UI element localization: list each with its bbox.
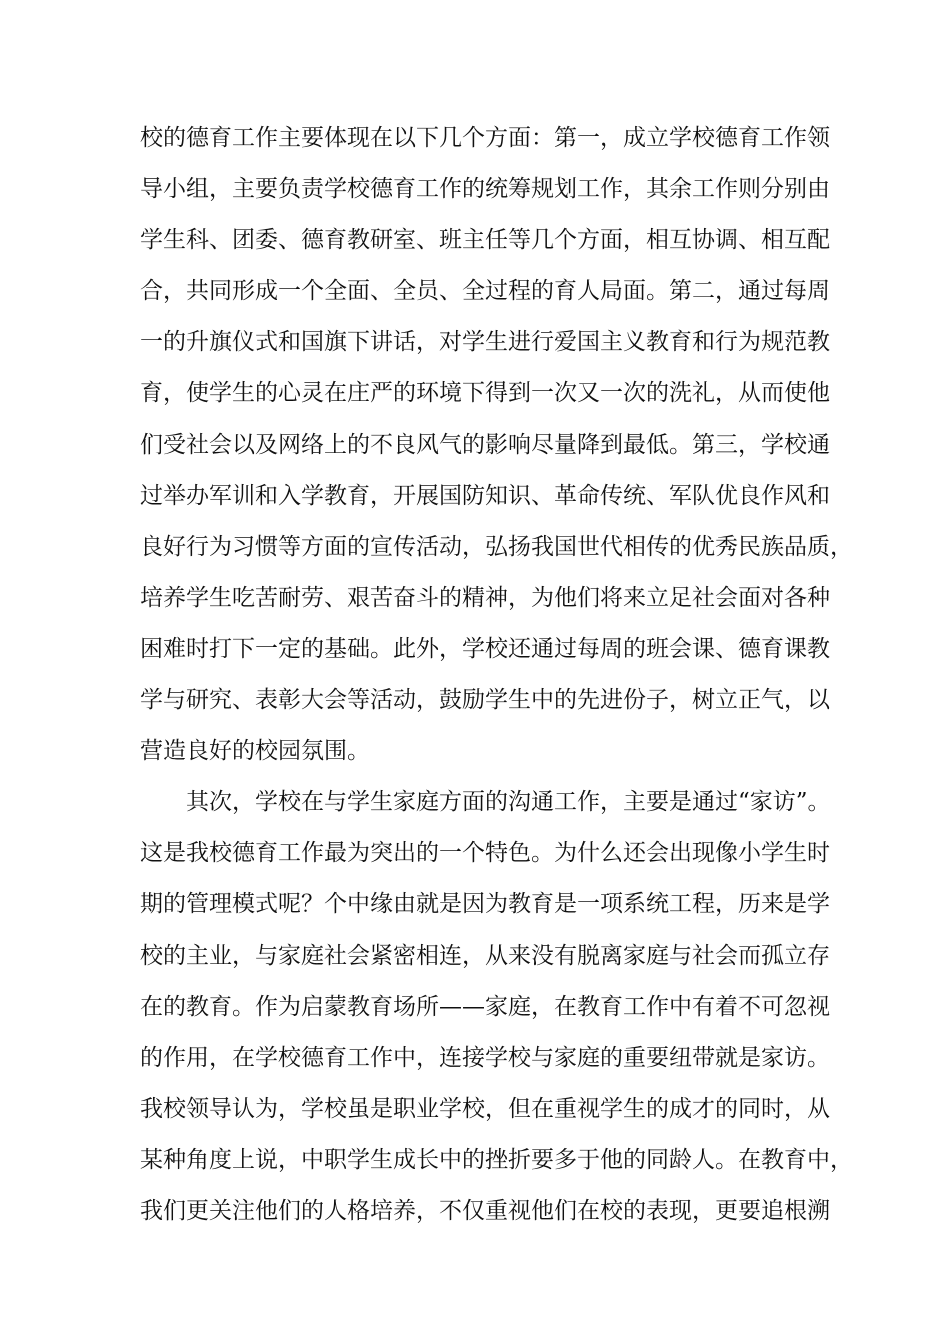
text-line: 过举办军训和入学教育，开展国防知识、革命传统、军队优良作风和 [140,482,830,509]
text-line: 培养学生吃苦耐劳、艰苦奋斗的精神，为他们将来立足社会面对各种 [140,584,830,611]
text-line: 我们更关注他们的人格培养，不仅重视他们在校的表现，更要追根溯 [140,1197,830,1224]
text-line: 的作用，在学校德育工作中，连接学校与家庭的重要纽带就是家访。 [140,1044,830,1071]
text-line: 导小组，主要负责学校德育工作的统筹规划工作，其余工作则分别由 [140,176,830,203]
text-line: 合，共同形成一个全面、全员、全过程的育人局面。第二，通过每周 [140,278,830,305]
text-line: 育，使学生的心灵在庄严的环境下得到一次又一次的洗礼，从而使他 [140,380,830,407]
text-line: 期的管理模式呢？个中缘由就是因为教育是一项系统工程，历来是学 [140,891,830,918]
text-line: 校的德育工作主要体现在以下几个方面：第一，成立学校德育工作领 [140,125,830,151]
document-body [140,113,853,1237]
text-line: 良好行为习惯等方面的宣传活动，弘扬我国世代相传的优秀民族品质， [140,533,853,560]
text-line: 其次，学校在与学生家庭方面的沟通工作，主要是通过“家访”。 [186,789,831,816]
text-line: 某种角度上说，中职学生成长中的挫折要多于他的同龄人。在教育中， [140,1146,853,1173]
paragraph [140,777,853,1237]
text-line: 困难时打下一定的基础。此外，学校还通过每周的班会课、德育课教 [140,635,830,662]
text-line: 们受社会以及网络上的不良风气的影响尽量降到最低。第三，学校通 [140,431,830,458]
text-line: 我校领导认为，学校虽是职业学校，但在重视学生的成才的同时，从 [140,1095,830,1122]
text-line: 学生科、团委、德育教研室、班主任等几个方面，相互协调、相互配 [140,227,830,254]
paragraph [140,113,853,777]
text-line: 校的主业，与家庭社会紧密相连，从来没有脱离家庭与社会而孤立存 [140,942,830,969]
text-line: 这是我校德育工作最为突出的一个特色。为什么还会出现像小学生时 [140,840,830,867]
text-line: 在的教育。作为启蒙教育场所——家庭，在教育工作中有着不可忽视 [140,993,830,1020]
text-line: 营造良好的校园氛围。 [140,738,370,765]
text-line: 学与研究、表彰大会等活动，鼓励学生中的先进份子，树立正气，以 [140,687,830,714]
text-line: 一的升旗仪式和国旗下讲话，对学生进行爱国主义教育和行为规范教 [140,329,830,356]
